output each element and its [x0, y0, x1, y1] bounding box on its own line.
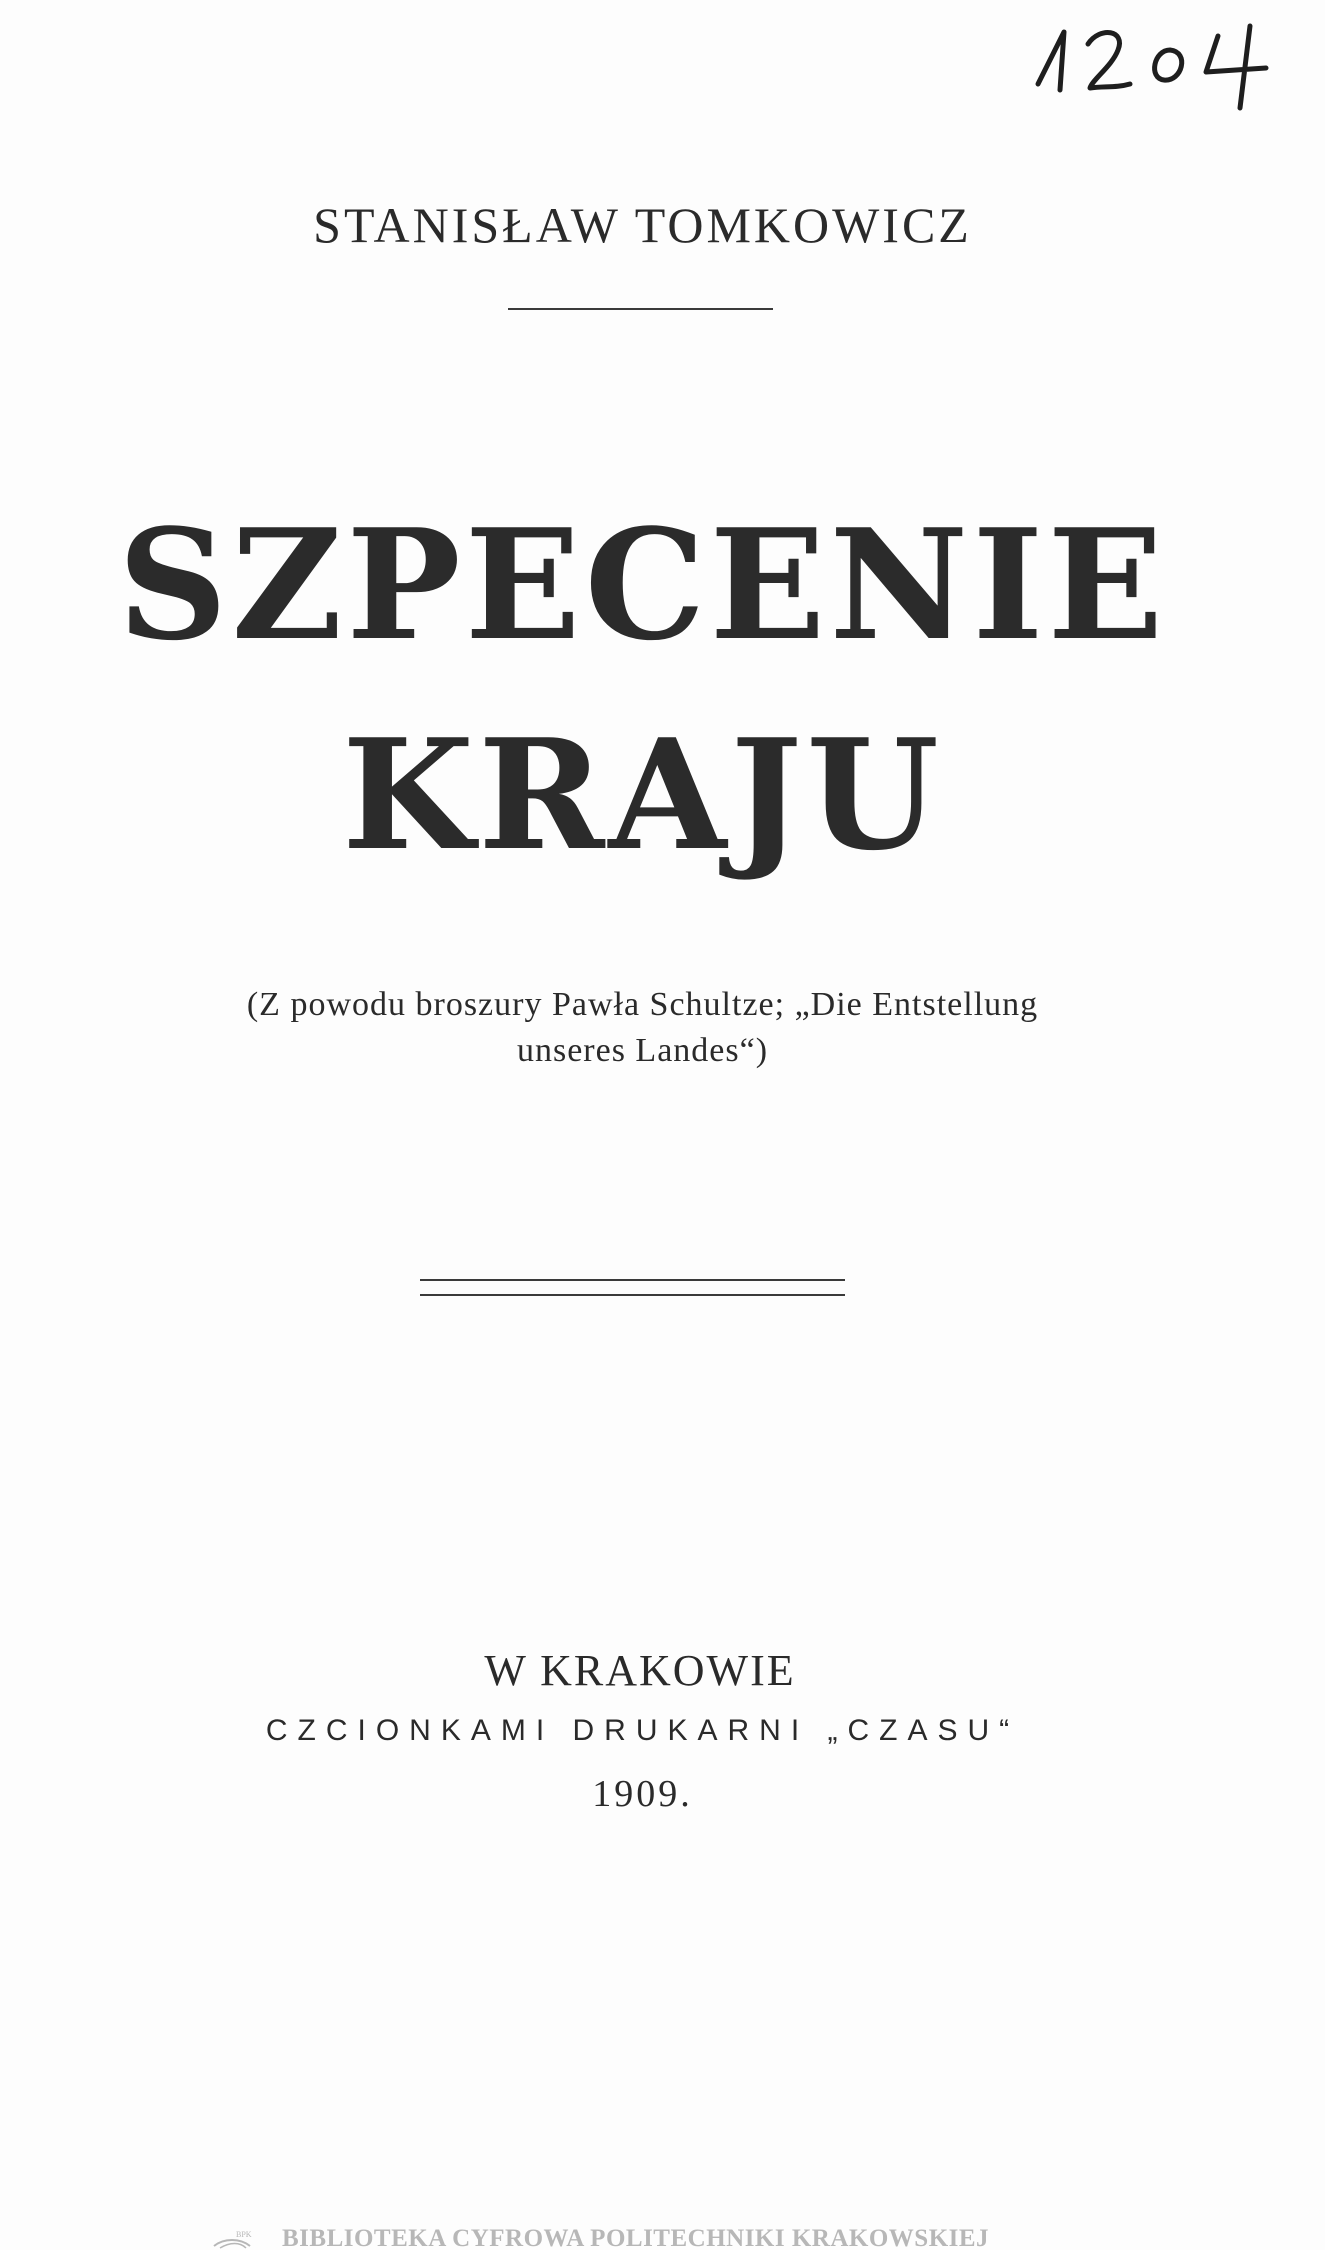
double-rule-bottom [420, 1294, 845, 1296]
subtitle-line-2: unseres Landes“) [516, 1032, 769, 1069]
divider-rule [508, 308, 773, 310]
library-footer [210, 2225, 990, 2252]
library-logo-text: BPK [236, 2230, 252, 2239]
imprint-printer: CZCIONKAMI DRUKARNI „CZASU“ [265, 1714, 1020, 1747]
handwritten-shelfmark [1030, 22, 1280, 117]
library-footer-text: BIBLIOTEKA CYFROWA POLITECHNIKI KRAKOWSKIEJ [282, 2225, 990, 2252]
imprint-year: 1909. [592, 1773, 693, 1815]
subtitle [0, 982, 1285, 1074]
double-rule-top [420, 1279, 845, 1281]
title-line-1: SZPECENIE [117, 495, 1168, 674]
library-logo-icon [210, 2228, 276, 2250]
subtitle-line-1: (Z powodu broszury Pawła Schultze; „Die Entstellung [246, 986, 1039, 1023]
handwritten-number-1204 [1030, 22, 1280, 117]
author-name: STANISŁAW TOMKOWICZ [313, 197, 972, 253]
title-line-2: KRAJU [342, 705, 943, 884]
imprint-city: W KRAKOWIE [484, 1646, 796, 1695]
